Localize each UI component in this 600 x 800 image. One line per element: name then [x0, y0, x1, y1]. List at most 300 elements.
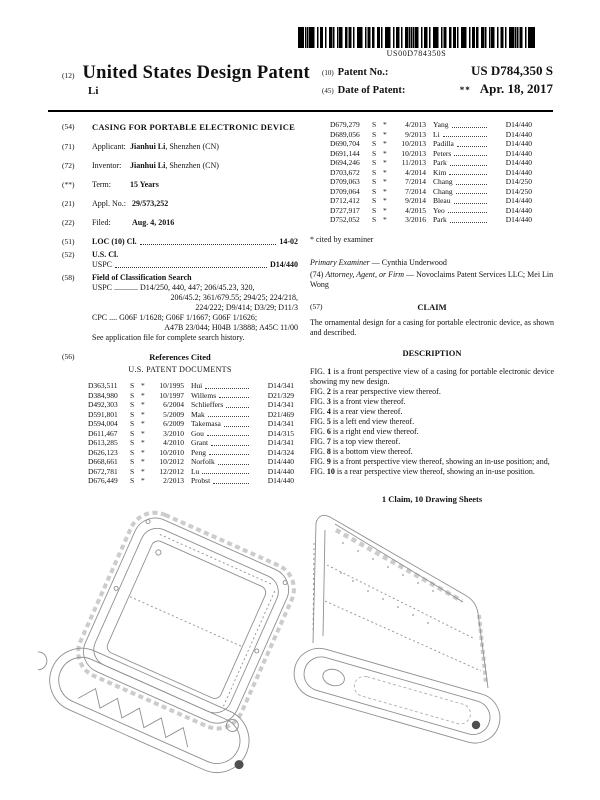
reference-classification: D14/341: [267, 400, 294, 410]
reference-inventor-name: Lu: [191, 466, 200, 476]
reference-kind-code: S: [372, 177, 377, 187]
reference-examiner-star: *: [141, 400, 145, 410]
reference-row: [330, 187, 532, 197]
reference-kind-code: S: [372, 167, 377, 177]
reference-classification: D21/329: [267, 390, 294, 400]
figure-description-line: [310, 397, 554, 407]
reference-date: 3/2016: [405, 215, 426, 225]
header-left: [62, 63, 312, 99]
figure-prefix: FIG.: [310, 446, 327, 456]
reference-date: 9/2013: [405, 129, 426, 139]
reference-patent-number: D689,056: [330, 129, 360, 139]
reference-date: 3/2010: [163, 428, 184, 438]
field-number: (52): [62, 249, 75, 259]
reference-classification: D14/341: [267, 419, 294, 429]
reference-examiner-star: *: [383, 139, 387, 149]
figure-number: 8: [326, 446, 331, 456]
field-number: (71): [62, 141, 75, 151]
reference-inventor-name: Kim: [433, 167, 447, 177]
filed-label: Filed:: [92, 217, 111, 227]
dot-leader: [219, 391, 249, 399]
reference-date: 10/2013: [401, 148, 426, 158]
reference-kind-code: S: [130, 447, 135, 457]
reference-row: [88, 457, 294, 467]
figure-description-line: [310, 417, 554, 427]
figure-number: 10: [326, 466, 335, 476]
figure-text: is a rear perspective view thereof, showing an in-use position.: [334, 466, 535, 476]
patent-no-label: Patent No.:: [337, 67, 389, 78]
reference-inventor-name: Norfolk: [191, 457, 215, 467]
reference-examiner-star: *: [383, 148, 387, 158]
dot-leader: [454, 149, 487, 157]
claim-text: The ornamental design for a casing for portable electronic device, as shown and described.: [310, 318, 554, 338]
reference-kind-code: S: [372, 158, 377, 168]
reference-classification: D14/250: [505, 177, 532, 187]
figure-description-line: [310, 457, 554, 467]
reference-inventor-name: Mak: [191, 409, 205, 419]
reference-inventor-name: Chang: [433, 186, 453, 196]
reference-patent-number: D691,144: [330, 148, 360, 158]
header-rule: [48, 110, 553, 112]
reference-classification: D14/440: [505, 215, 532, 225]
figure-description-line: [310, 467, 554, 477]
reference-patent-number: D709,063: [330, 177, 360, 187]
reference-date: 11/2013: [401, 158, 426, 168]
reference-patent-number: D668,661: [88, 457, 118, 467]
date-of-patent-label: Date of Patent:: [337, 85, 406, 96]
appl-no-value: 29/573,252: [132, 198, 169, 208]
figure-prefix: FIG.: [310, 456, 327, 466]
reference-examiner-star: *: [141, 409, 145, 419]
reference-kind-code: S: [130, 409, 135, 419]
reference-inventor-name: Li: [433, 129, 440, 139]
reference-row: [88, 429, 294, 439]
barcode-label: US00D784350S: [386, 49, 447, 58]
reference-patent-number: D594,004: [88, 419, 118, 429]
reference-examiner-star: *: [141, 466, 145, 476]
reference-date: 10/2010: [159, 447, 184, 457]
dot-leader: [448, 206, 487, 214]
reference-kind-code: S: [372, 139, 377, 149]
reference-inventor-name: Park: [433, 158, 447, 168]
filed-value: Aug. 4, 2016: [132, 217, 175, 227]
classification-line: See application file for complete search history.: [92, 332, 245, 342]
reference-patent-number: D752,052: [330, 215, 360, 225]
claim-title: CLAIM: [417, 301, 447, 312]
dot-leader: [443, 130, 487, 138]
term-value: 15 Years: [130, 179, 159, 189]
field-of-search-label: Field of Classification Search: [92, 272, 192, 282]
dot-leader: [456, 177, 487, 185]
reference-classification: D14/440: [505, 148, 532, 158]
us-patent-documents-heading: U.S. PATENT DOCUMENTS: [128, 365, 232, 375]
references-table-right: [330, 120, 532, 225]
reference-date: 6/2004: [163, 400, 184, 410]
reference-date: 10/1995: [159, 381, 184, 391]
references-cited-heading: References Cited: [149, 351, 211, 362]
reference-kind-code: S: [372, 196, 377, 206]
reference-patent-number: D676,449: [88, 476, 118, 486]
primary-examiner-label: Primary Examiner: [310, 257, 370, 267]
reference-date: 4/2013: [405, 120, 426, 129]
figure-description-line: [310, 447, 554, 457]
reference-classification: D14/440: [505, 129, 532, 139]
figure-prefix: FIG.: [310, 436, 327, 446]
dot-leader: [452, 120, 488, 128]
reference-examiner-star: *: [383, 196, 387, 206]
attorney-label: Attorney, Agent, or Firm: [325, 269, 405, 279]
classification-line: A47B 23/044; H04B 1/3888; A45C 11/00: [164, 322, 298, 332]
references-table-left: [88, 381, 294, 486]
reference-inventor-name: Yang: [433, 120, 449, 129]
reference-row: [330, 215, 532, 225]
figure-description-line: [310, 437, 554, 447]
reference-classification: D14/440: [505, 120, 532, 129]
dot-leader: [457, 139, 487, 147]
reference-patent-number: D712,412: [330, 196, 360, 206]
reference-row: [88, 476, 294, 486]
claim-field-number: (57): [310, 301, 323, 311]
field-58-classification-search: [62, 273, 298, 343]
reference-examiner-star: *: [383, 129, 387, 139]
figure-number: 3: [326, 396, 331, 406]
doc-type-number: (12): [62, 71, 75, 80]
attorney-line: [310, 270, 554, 290]
dot-leader: [140, 237, 277, 245]
figure-number: 5: [326, 416, 331, 426]
reference-classification: D14/324: [267, 447, 294, 457]
reference-date: 10/2013: [401, 139, 426, 149]
reference-kind-code: S: [130, 457, 135, 467]
field-51-loc-class: [62, 237, 298, 247]
figure-prefix: FIG.: [310, 396, 327, 406]
reference-kind-code: S: [372, 186, 377, 196]
dot-leader: [115, 260, 267, 268]
reference-row: [88, 391, 294, 401]
reference-examiner-star: *: [383, 186, 387, 196]
figure-description-line: [310, 427, 554, 437]
figure-description-line: [310, 367, 554, 387]
field-term: [62, 180, 298, 190]
reference-inventor-name: Hui: [191, 381, 203, 391]
reference-patent-number: D727,917: [330, 205, 360, 215]
inventor-name: Jianhui Li: [130, 160, 166, 170]
reference-row: [88, 410, 294, 420]
document-title: United States Design Patent: [82, 63, 311, 83]
figure-number: 2: [326, 386, 331, 396]
drawing-rear-perspective-in-use-figure: [283, 503, 555, 800]
inventor-location: , Shenzhen (CN): [165, 160, 219, 170]
figure-text: is a right end view thereof.: [330, 426, 419, 436]
reference-classification: D14/315: [267, 428, 294, 438]
reference-kind-code: S: [130, 381, 135, 391]
reference-patent-number: D611,467: [88, 428, 118, 438]
reference-inventor-name: Padilla: [433, 139, 454, 149]
dot-leader: [449, 168, 487, 176]
reference-row: [330, 177, 532, 187]
reference-kind-code: S: [130, 419, 135, 429]
dot-leader: [202, 467, 249, 475]
date-field-number: (45): [322, 87, 334, 95]
reference-classification: D14/440: [505, 139, 532, 149]
claim-heading: [310, 302, 554, 313]
field-72-inventor: [62, 161, 298, 171]
cited-by-examiner-note: * cited by examiner: [310, 234, 374, 244]
figure-prefix: FIG.: [310, 386, 327, 396]
figure-number: 1: [327, 366, 332, 376]
reference-patent-number: D672,781: [88, 466, 118, 476]
reference-examiner-star: *: [383, 205, 387, 215]
patent-no-value: US D784,350 S: [471, 63, 553, 78]
reference-examiner-star: *: [141, 419, 145, 429]
reference-kind-code: S: [130, 466, 135, 476]
reference-inventor-name: Willems: [191, 390, 217, 400]
reference-inventor-name: Grant: [191, 438, 209, 448]
reference-date: 12/2012: [159, 466, 184, 476]
reference-examiner-star: *: [383, 215, 387, 225]
figure-text: is a front perspective view of a casing for portable electronic device showing my new design.: [310, 366, 555, 386]
figure-descriptions: [310, 367, 554, 477]
reference-inventor-name: Bleau: [433, 196, 451, 206]
reference-patent-number: D363,511: [88, 381, 118, 391]
reference-inventor-name: Peng: [191, 447, 206, 457]
reference-kind-code: S: [372, 129, 377, 139]
dot-leader: [226, 400, 249, 408]
reference-date: 5/2009: [163, 409, 184, 419]
reference-date: 10/1997: [159, 390, 184, 400]
reference-kind-code: S: [372, 120, 377, 129]
reference-row: [88, 381, 294, 391]
field-52-us-class: [62, 250, 298, 270]
reference-row: [330, 149, 532, 159]
reference-examiner-star: *: [141, 381, 145, 391]
reference-inventor-name: Peters: [433, 148, 452, 158]
figure-prefix: FIG.: [310, 466, 327, 476]
reference-row: [330, 196, 532, 206]
reference-inventor-name: Probst: [191, 476, 211, 486]
page-header: [62, 63, 553, 99]
primary-examiner-name: — Cynthia Underwood: [369, 257, 447, 267]
loc-class-label: LOC (10) Cl.: [92, 236, 137, 246]
field-number: (58): [62, 272, 75, 282]
reference-examiner-star: *: [141, 428, 145, 438]
reference-examiner-star: *: [141, 476, 145, 486]
dot-leader: [211, 438, 249, 446]
reference-patent-number: D626,123: [88, 447, 118, 457]
reference-row: [88, 419, 294, 429]
reference-date: 4/2015: [405, 205, 426, 215]
dot-leader: [456, 187, 487, 195]
field-number: (54): [62, 122, 75, 131]
field-number: (22): [62, 217, 75, 227]
date-of-patent-value: Apr. 18, 2017: [479, 81, 553, 96]
reference-date: 2/2013: [163, 476, 184, 486]
reference-classification: D14/440: [505, 158, 532, 168]
dot-leader: [208, 410, 249, 418]
reference-kind-code: S: [130, 438, 135, 448]
reference-patent-number: D679,279: [330, 120, 360, 129]
right-column: [310, 120, 554, 505]
reference-row: [88, 448, 294, 458]
header-right: [312, 63, 553, 99]
field-number: (21): [62, 198, 75, 208]
reference-inventor-name: Yeo: [433, 205, 445, 215]
classification-lines: [92, 283, 298, 343]
figure-text: is a left end view thereof.: [330, 416, 415, 426]
reference-classification: D21/469: [267, 409, 294, 419]
attorney-field-number: (74): [310, 269, 326, 279]
reference-patent-number: D694,246: [330, 158, 360, 168]
reference-classification: D14/341: [267, 438, 294, 448]
dot-leader: [450, 215, 487, 223]
reference-date: 7/2014: [405, 186, 426, 196]
uspc-value: D14/440: [270, 259, 298, 269]
reference-inventor-name: Takemasa: [191, 419, 221, 429]
figure-text: is a top view thereof.: [330, 436, 401, 446]
reference-kind-code: S: [130, 390, 135, 400]
loc-class-value: 14-02: [279, 236, 298, 246]
reference-classification: D14/440: [505, 196, 532, 206]
reference-kind-code: S: [372, 215, 377, 225]
reference-examiner-star: *: [141, 390, 145, 400]
reference-kind-code: S: [372, 148, 377, 158]
reference-inventor-name: Gou: [191, 428, 204, 438]
dot-leader: [454, 196, 488, 204]
reference-date: 7/2014: [405, 177, 426, 187]
reference-row: [88, 438, 294, 448]
field-number: (56): [62, 351, 75, 361]
field-71-applicant: [62, 142, 298, 152]
reference-row: [330, 130, 532, 140]
field-22-filed: [62, 218, 298, 228]
figure-number: 4: [326, 406, 331, 416]
dot-leader: [218, 457, 249, 465]
figure-description-line: [310, 407, 554, 417]
field-54-title: [62, 122, 298, 133]
uspc-label: USPC: [92, 259, 113, 269]
reference-date: 4/2010: [163, 438, 184, 448]
reference-patent-number: D492,303: [88, 400, 118, 410]
dot-leader: [209, 448, 249, 456]
reference-patent-number: D591,801: [88, 409, 118, 419]
figure-prefix: FIG.: [310, 366, 328, 376]
barcode: [298, 27, 535, 58]
reference-classification: D14/250: [505, 186, 532, 196]
barcode-bars: [298, 27, 535, 48]
reference-classification: D14/440: [267, 476, 294, 486]
field-56-references-heading: [62, 352, 298, 363]
attorney-firm: — Novoclaims Patent Services LLC; Mei Lin Wong: [310, 269, 554, 289]
reference-row: [330, 120, 532, 130]
classification-line: 224/222; D9/414; D3/29; D11/3: [195, 302, 298, 312]
reference-examiner-star: *: [141, 447, 145, 457]
figure-text: is a rear perspective view thereof.: [330, 386, 441, 396]
reference-row: [88, 467, 294, 477]
dot-leader: [205, 381, 249, 389]
applicant-label: Applicant:: [92, 141, 126, 151]
dot-leader: [450, 158, 487, 166]
figure-number: 6: [326, 426, 331, 436]
dot-leader: [207, 429, 249, 437]
classification-line: USPC ............ D14/250, 440, 447; 206/45.23, 320,: [92, 282, 255, 292]
description-title: DESCRIPTION: [402, 348, 462, 359]
field-number: (51): [62, 236, 75, 246]
figure-number: 7: [326, 436, 331, 446]
reference-patent-number: D703,672: [330, 167, 360, 177]
reference-row: [330, 158, 532, 168]
applicant-name: Jianhui Li: [130, 141, 166, 151]
field-number: (**): [62, 179, 75, 189]
reference-row: [330, 168, 532, 178]
reference-kind-code: S: [372, 205, 377, 215]
reference-examiner-star: *: [383, 167, 387, 177]
left-column: [62, 122, 298, 486]
reference-row: [330, 206, 532, 216]
classification-line: CPC .... G06F 1/1628; G06F 1/1667; G06F 1/1626;: [92, 312, 258, 322]
reference-examiner-star: *: [383, 158, 387, 168]
reference-kind-code: S: [130, 400, 135, 410]
reference-examiner-star: *: [383, 120, 387, 129]
us-cl-label: U.S. Cl.: [92, 249, 119, 259]
figure-prefix: FIG.: [310, 406, 327, 416]
reference-patent-number: D709,064: [330, 186, 360, 196]
reference-date: 4/2014: [405, 167, 426, 177]
inventor-surname: Li: [88, 85, 99, 97]
reference-classification: D14/440: [505, 205, 532, 215]
primary-examiner-line: [310, 258, 554, 268]
figure-prefix: FIG.: [310, 426, 327, 436]
dot-leader: [213, 476, 249, 484]
reference-date: 10/2012: [159, 457, 184, 467]
invention-title: CASING FOR PORTABLE ELECTRONIC DEVICE: [92, 122, 295, 132]
patent-no-field-number: (10): [322, 69, 334, 77]
dot-leader: [224, 419, 249, 427]
reference-kind-code: S: [130, 428, 135, 438]
figure-text: is a rear view thereof.: [330, 406, 403, 416]
reference-inventor-name: Chang: [433, 177, 453, 187]
term-label: Term:: [92, 179, 111, 189]
figure-text: is a front view thereof.: [330, 396, 406, 406]
field-number: (72): [62, 160, 75, 170]
figure-description-line: [310, 387, 554, 397]
reference-patent-number: D690,704: [330, 139, 360, 149]
reference-classification: D14/440: [267, 466, 294, 476]
claims-sheets-note: 1 Claim, 10 Drawing Sheets: [381, 493, 483, 504]
reference-patent-number: D384,980: [88, 390, 118, 400]
figure-text: is a front perspective view thereof, showing an in-use position; and,: [330, 456, 550, 466]
figure-prefix: FIG.: [310, 416, 327, 426]
term-asterisks-note: **: [459, 85, 471, 95]
reference-inventor-name: Schlieffers: [191, 400, 224, 410]
reference-classification: D14/440: [505, 167, 532, 177]
reference-patent-number: D613,285: [88, 438, 118, 448]
reference-examiner-star: *: [141, 438, 145, 448]
reference-classification: D14/341: [267, 381, 294, 391]
reference-row: [330, 139, 532, 149]
reference-date: 9/2014: [405, 196, 426, 206]
reference-kind-code: S: [130, 476, 135, 486]
reference-inventor-name: Park: [433, 215, 447, 225]
figure-number: 9: [326, 456, 331, 466]
reference-date: 6/2009: [163, 419, 184, 429]
classification-line: 206/45.2; 361/679.55; 294/25; 224/218,: [170, 292, 298, 302]
reference-row: [88, 400, 294, 410]
figure-text: is a bottom view thereof.: [330, 446, 413, 456]
inventor-label: Inventor:: [92, 160, 122, 170]
applicant-location: , Shenzhen (CN): [165, 141, 219, 151]
reference-classification: D14/440: [267, 457, 294, 467]
appl-no-label: Appl. No.:: [92, 198, 126, 208]
